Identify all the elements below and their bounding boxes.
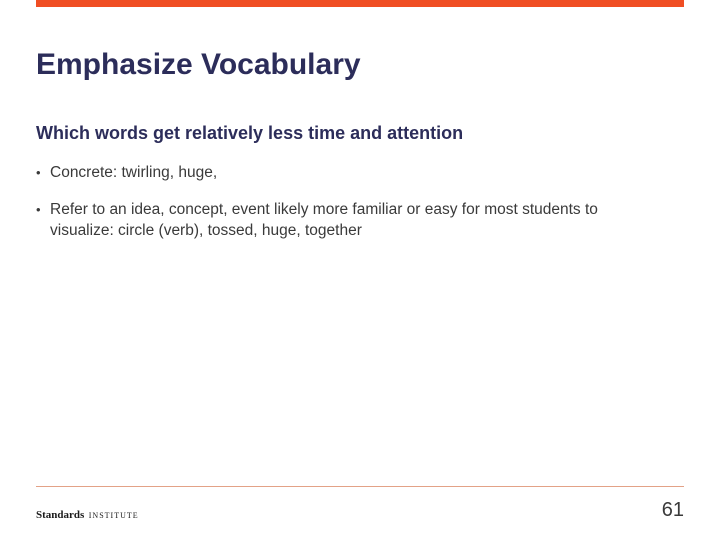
bullet-marker: •	[36, 202, 41, 217]
bullet-list	[36, 162, 636, 257]
bullet-text: Concrete: twirling, huge,	[50, 164, 218, 181]
footer-divider	[36, 486, 684, 487]
standards-institute-logo	[36, 505, 139, 523]
top-accent-bar	[36, 0, 684, 7]
bullet-marker: •	[36, 165, 41, 180]
bullet-item	[36, 162, 636, 183]
logo-main-text: Standards	[36, 509, 85, 521]
slide-title: Emphasize Vocabulary	[36, 48, 361, 81]
bullet-item	[36, 199, 636, 241]
page-number: 61	[661, 499, 684, 521]
subheading: Which words get relatively less time and attention	[36, 123, 464, 143]
bullet-text: Refer to an idea, concept, event likely more familiar or easy for most students to visualize: circle (verb), tossed, huge, together	[50, 201, 598, 239]
logo-sub-text: INSTITUTE	[88, 511, 139, 520]
